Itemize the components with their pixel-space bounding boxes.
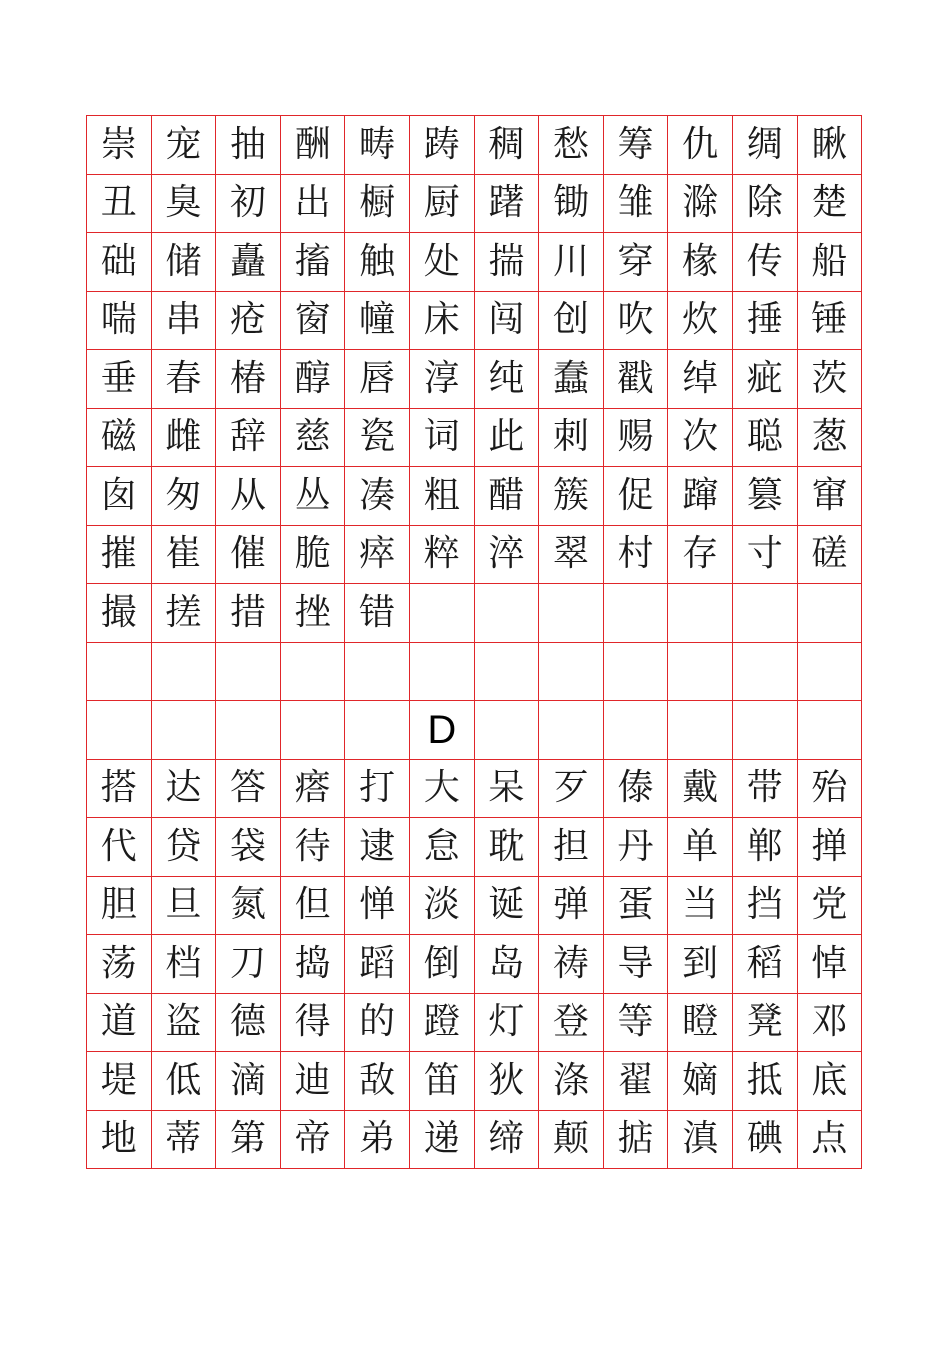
character-cell: 串 (151, 291, 216, 350)
character-cell: 刀 (216, 935, 281, 994)
empty-cell (797, 584, 862, 643)
character-cell: 穿 (603, 233, 668, 292)
character-cell: 疵 (732, 350, 797, 409)
character-cell: 丛 (280, 467, 345, 526)
character-cell: 登 (539, 993, 604, 1052)
character-cell: 耽 (474, 818, 539, 877)
empty-cell (151, 642, 216, 701)
character-cell: 础 (87, 233, 152, 292)
empty-cell (668, 701, 733, 760)
character-cell: 诞 (474, 876, 539, 935)
character-cell: 第 (216, 1110, 281, 1169)
character-cell: 滴 (216, 1052, 281, 1111)
character-cell: 担 (539, 818, 604, 877)
character-cell: 臭 (151, 174, 216, 233)
character-cell: 催 (216, 525, 281, 584)
character-cell: 撮 (87, 584, 152, 643)
empty-cell (603, 701, 668, 760)
character-cell: 簇 (539, 467, 604, 526)
character-cell: 床 (409, 291, 474, 350)
character-cell: 凑 (345, 467, 410, 526)
character-cell: 蹿 (668, 467, 733, 526)
character-cell: 春 (151, 350, 216, 409)
empty-cell (732, 642, 797, 701)
grid-row (87, 1052, 862, 1111)
character-cell: 郸 (732, 818, 797, 877)
character-cell: 悼 (797, 935, 862, 994)
character-cell: 德 (216, 993, 281, 1052)
character-cell: 挡 (732, 876, 797, 935)
character-cell: 粗 (409, 467, 474, 526)
grid-row (87, 174, 862, 233)
grid-row (87, 993, 862, 1052)
character-cell: 踌 (409, 116, 474, 175)
character-cell: 村 (603, 525, 668, 584)
empty-cell (539, 584, 604, 643)
character-cell: 但 (280, 876, 345, 935)
character-cell: 嫡 (668, 1052, 733, 1111)
character-cell: 档 (151, 935, 216, 994)
character-cell: 从 (216, 467, 281, 526)
empty-cell (409, 642, 474, 701)
empty-cell (216, 701, 281, 760)
empty-cell (603, 642, 668, 701)
grid-row (87, 642, 862, 701)
character-cell: 躇 (474, 174, 539, 233)
character-cell: 低 (151, 1052, 216, 1111)
character-practice-grid (86, 115, 862, 1169)
character-cell: 倒 (409, 935, 474, 994)
character-cell: 的 (345, 993, 410, 1052)
character-cell: 椿 (216, 350, 281, 409)
character-cell: 慈 (280, 408, 345, 467)
character-cell: 储 (151, 233, 216, 292)
grid-row (87, 759, 862, 818)
grid-row (87, 233, 862, 292)
character-cell: 赐 (603, 408, 668, 467)
character-cell: 椽 (668, 233, 733, 292)
character-cell: 出 (280, 174, 345, 233)
character-cell: 得 (280, 993, 345, 1052)
character-cell: 川 (539, 233, 604, 292)
empty-cell (474, 584, 539, 643)
character-cell: 殆 (797, 759, 862, 818)
character-cell: 抵 (732, 1052, 797, 1111)
character-cell: 搐 (280, 233, 345, 292)
character-cell: 宠 (151, 116, 216, 175)
character-cell: 到 (668, 935, 733, 994)
empty-cell (345, 701, 410, 760)
grid-row (87, 467, 862, 526)
character-cell: 厨 (409, 174, 474, 233)
character-cell: 淬 (474, 525, 539, 584)
section-letter-heading: D (409, 701, 474, 760)
character-cell: 篡 (732, 467, 797, 526)
character-cell: 涤 (539, 1052, 604, 1111)
character-cell: 颠 (539, 1110, 604, 1169)
character-cell: 代 (87, 818, 152, 877)
character-cell: 瞪 (668, 993, 733, 1052)
character-cell: 窜 (797, 467, 862, 526)
character-cell: 筹 (603, 116, 668, 175)
character-cell: 船 (797, 233, 862, 292)
empty-cell (539, 701, 604, 760)
character-cell: 戳 (603, 350, 668, 409)
character-cell: 瓷 (345, 408, 410, 467)
empty-cell (797, 701, 862, 760)
character-cell: 淡 (409, 876, 474, 935)
character-cell: 搭 (87, 759, 152, 818)
character-cell: 崔 (151, 525, 216, 584)
character-cell: 凳 (732, 993, 797, 1052)
character-cell: 仇 (668, 116, 733, 175)
empty-cell (732, 701, 797, 760)
character-cell: 唇 (345, 350, 410, 409)
character-cell: 捣 (280, 935, 345, 994)
character-cell: 锤 (797, 291, 862, 350)
character-cell: 错 (345, 584, 410, 643)
character-cell: 丑 (87, 174, 152, 233)
character-cell: 袋 (216, 818, 281, 877)
character-cell: 茨 (797, 350, 862, 409)
character-cell: 畴 (345, 116, 410, 175)
character-cell: 捶 (732, 291, 797, 350)
character-cell: 打 (345, 759, 410, 818)
character-cell: 促 (603, 467, 668, 526)
character-cell: 灯 (474, 993, 539, 1052)
character-cell: 橱 (345, 174, 410, 233)
character-cell: 瞅 (797, 116, 862, 175)
character-cell: 闯 (474, 291, 539, 350)
character-cell: 丹 (603, 818, 668, 877)
character-cell: 瘩 (280, 759, 345, 818)
character-cell: 弟 (345, 1110, 410, 1169)
character-cell: 蠢 (539, 350, 604, 409)
character-cell: 聪 (732, 408, 797, 467)
character-cell: 地 (87, 1110, 152, 1169)
character-cell: 瘁 (345, 525, 410, 584)
character-cell: 戴 (668, 759, 733, 818)
character-cell: 氮 (216, 876, 281, 935)
character-cell: 狄 (474, 1052, 539, 1111)
character-cell: 囱 (87, 467, 152, 526)
character-cell: 怠 (409, 818, 474, 877)
character-cell: 递 (409, 1110, 474, 1169)
character-cell: 锄 (539, 174, 604, 233)
character-cell: 盗 (151, 993, 216, 1052)
character-cell: 楚 (797, 174, 862, 233)
character-cell: 雏 (603, 174, 668, 233)
character-cell: 逮 (345, 818, 410, 877)
grid-row (87, 701, 862, 760)
character-cell: 雌 (151, 408, 216, 467)
character-cell: 吹 (603, 291, 668, 350)
character-cell: 稠 (474, 116, 539, 175)
character-cell: 寸 (732, 525, 797, 584)
character-cell: 翟 (603, 1052, 668, 1111)
character-cell: 蹈 (345, 935, 410, 994)
character-cell: 带 (732, 759, 797, 818)
character-cell: 缔 (474, 1110, 539, 1169)
character-cell: 敌 (345, 1052, 410, 1111)
empty-cell (797, 642, 862, 701)
character-cell: 磁 (87, 408, 152, 467)
empty-cell (280, 642, 345, 701)
character-cell: 处 (409, 233, 474, 292)
grid-row (87, 818, 862, 877)
character-cell: 滁 (668, 174, 733, 233)
empty-cell (345, 642, 410, 701)
character-cell: 岛 (474, 935, 539, 994)
character-cell: 绰 (668, 350, 733, 409)
character-cell: 蒂 (151, 1110, 216, 1169)
character-cell: 点 (797, 1110, 862, 1169)
character-cell: 弹 (539, 876, 604, 935)
character-cell: 碘 (732, 1110, 797, 1169)
empty-cell (668, 584, 733, 643)
grid-row (87, 935, 862, 994)
character-cell: 刺 (539, 408, 604, 467)
character-cell: 磋 (797, 525, 862, 584)
character-cell: 等 (603, 993, 668, 1052)
character-cell: 崇 (87, 116, 152, 175)
grid-row (87, 116, 862, 175)
character-cell: 醇 (280, 350, 345, 409)
character-cell: 导 (603, 935, 668, 994)
grid-row (87, 291, 862, 350)
character-cell: 道 (87, 993, 152, 1052)
character-cell: 挫 (280, 584, 345, 643)
character-cell: 初 (216, 174, 281, 233)
character-cell: 愁 (539, 116, 604, 175)
empty-cell (539, 642, 604, 701)
character-cell: 迪 (280, 1052, 345, 1111)
character-cell: 存 (668, 525, 733, 584)
character-cell: 掂 (603, 1110, 668, 1169)
character-cell: 党 (797, 876, 862, 935)
character-cell: 稻 (732, 935, 797, 994)
character-cell: 创 (539, 291, 604, 350)
character-cell: 炊 (668, 291, 733, 350)
grid-row (87, 876, 862, 935)
character-cell: 笛 (409, 1052, 474, 1111)
character-cell: 葱 (797, 408, 862, 467)
character-cell: 达 (151, 759, 216, 818)
character-cell: 触 (345, 233, 410, 292)
character-cell: 邓 (797, 993, 862, 1052)
character-cell: 摧 (87, 525, 152, 584)
character-cell: 答 (216, 759, 281, 818)
empty-cell (668, 642, 733, 701)
character-cell: 荡 (87, 935, 152, 994)
grid-row (87, 1110, 862, 1169)
character-cell: 帝 (280, 1110, 345, 1169)
character-cell: 惮 (345, 876, 410, 935)
character-cell: 次 (668, 408, 733, 467)
character-cell: 堤 (87, 1052, 152, 1111)
character-cell: 醋 (474, 467, 539, 526)
character-cell: 大 (409, 759, 474, 818)
character-cell: 搓 (151, 584, 216, 643)
character-cell: 除 (732, 174, 797, 233)
empty-cell (474, 701, 539, 760)
character-cell: 疮 (216, 291, 281, 350)
character-cell: 呆 (474, 759, 539, 818)
character-cell: 揣 (474, 233, 539, 292)
character-cell: 滇 (668, 1110, 733, 1169)
character-cell: 抽 (216, 116, 281, 175)
empty-cell (87, 642, 152, 701)
character-cell: 翠 (539, 525, 604, 584)
character-cell: 矗 (216, 233, 281, 292)
character-cell: 祷 (539, 935, 604, 994)
character-cell: 淳 (409, 350, 474, 409)
character-cell: 幢 (345, 291, 410, 350)
empty-cell (87, 701, 152, 760)
character-cell: 掸 (797, 818, 862, 877)
character-cell: 窗 (280, 291, 345, 350)
character-cell: 待 (280, 818, 345, 877)
empty-cell (280, 701, 345, 760)
grid-row (87, 525, 862, 584)
character-cell: 蹬 (409, 993, 474, 1052)
character-cell: 单 (668, 818, 733, 877)
character-cell: 措 (216, 584, 281, 643)
character-cell: 底 (797, 1052, 862, 1111)
character-cell: 辞 (216, 408, 281, 467)
character-cell: 绸 (732, 116, 797, 175)
character-cell: 贷 (151, 818, 216, 877)
character-cell: 匆 (151, 467, 216, 526)
empty-cell (732, 584, 797, 643)
character-cell: 喘 (87, 291, 152, 350)
empty-cell (603, 584, 668, 643)
character-cell: 傣 (603, 759, 668, 818)
character-cell: 脆 (280, 525, 345, 584)
empty-cell (474, 642, 539, 701)
character-cell: 词 (409, 408, 474, 467)
empty-cell (409, 584, 474, 643)
grid-row (87, 350, 862, 409)
character-cell: 当 (668, 876, 733, 935)
grid-row (87, 584, 862, 643)
empty-cell (216, 642, 281, 701)
character-cell: 歹 (539, 759, 604, 818)
character-cell: 蛋 (603, 876, 668, 935)
character-cell: 纯 (474, 350, 539, 409)
character-cell: 垂 (87, 350, 152, 409)
character-cell: 粹 (409, 525, 474, 584)
empty-cell (151, 701, 216, 760)
character-cell: 旦 (151, 876, 216, 935)
character-cell: 传 (732, 233, 797, 292)
character-cell: 酬 (280, 116, 345, 175)
character-cell: 此 (474, 408, 539, 467)
character-cell: 胆 (87, 876, 152, 935)
grid-row (87, 408, 862, 467)
